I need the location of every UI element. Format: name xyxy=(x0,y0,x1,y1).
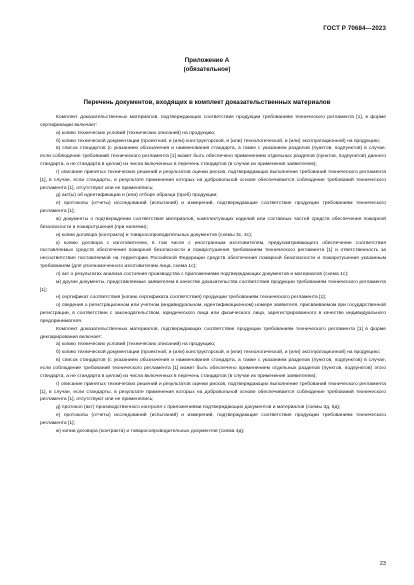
paragraph: н) сертификат соответствия (копию сертификата соответствия) продукции требованиям технического регламента [1]; xyxy=(56,295,327,301)
paragraph: к) копию договора с изготовителем, в том числе с иностранным изготовителем, предусматривающего обеспечение соответствия поставляемых средств обеспечения пожарной безопасности и пожаротушения требованиям технического регламента [1] и ответственность за несоответствие поставляемой на территорию Российской Федерации средств обеспечения пожарной безопасности и пожаротушения указанным требованиям (для уполномоченного изготовителем лица, схема 1с); xyxy=(40,240,386,270)
paragraph: и) копии договора (контракта) и товаросопроводительных документов (схемы 3с, 4с); xyxy=(56,232,253,238)
document-body xyxy=(40,114,386,436)
paragraph: е) протоколы (отчеты) исследований (испытаний) и измерений, подтверждающие соответствие продукции требованиям технического регламента [1]; xyxy=(40,201,386,215)
paragraph: ж) документы о подтверждении соответствия материалов, комплектующих изделий или составных частей средств обеспечения пожарной безопасности и пожаротушения (при наличии); xyxy=(40,216,386,230)
standard-code: ГОСТ Р 70684—2023 xyxy=(323,25,386,32)
appendix-heading xyxy=(0,56,414,74)
paragraph: о) сведения о регистрационном или учетном (индивидуальном, идентификационном) номере заявителя, присваиваемом при государственной регистрации, в соответствии с законодательством, юридического лица или физического лица, зарегистрированного в качестве индивидуального предпринимателя. xyxy=(40,303,386,324)
paragraph: в) список стандартов (с указанием обозначения и наименования стандарта, а также с указанием разделов (пунктов, подпунктов) в случае, если соблюдение требований технического регламента [1] может быть обеспечено применением отдельных разделов (пунктов, подпунктов) данного стандарта, а не стандарта в целом) из числа включенных в перечень стандартов (в случае их применения заявителем); xyxy=(40,146,386,168)
paragraph: Комплект доказательственных материалов, подтверждающих соответствие продукции требованиям технического регламента [1] в форме декларирования включает: xyxy=(40,326,386,340)
paragraph: л) акт о результатах анализа состояния производства с приложениями подтверждающих документов и материалов (схема 1с); xyxy=(56,271,349,277)
paragraph: а) копию технических условий (технических описаний) на продукцию; xyxy=(56,342,216,348)
paragraph: б) копию технической документации (проектной, и (или) конструкторской, и (или) технологической, и (или) эксплуатационной) на продукцию; xyxy=(56,138,381,144)
paragraph: а) копию технических условий (технических описаний) на продукцию; xyxy=(56,130,216,136)
paragraph: в) список стандартов (с указанием обозначения и наименования стандарта, а также с указанием разделов (пунктов, подпунктов) в случае, если соблюдение требований технического регламента [1] может быть обеспечено применением отдельных разделов (пунктов, подпунктов) этого стандарта, а не стандарта в целом) из числа включенных в перечень стандартов (в случае их применения заявителем); xyxy=(40,358,386,379)
paragraph: б) копию технической документации (проектной, и (или) конструкторской, и (или) технологической, и (или) эксплуатационной) на продукцию; xyxy=(56,350,381,356)
paragraph: Комплект доказательственных материалов, подтверждающих соответствие продукции требованиям технического регламента [1], в форме сертификации включает: xyxy=(40,115,386,128)
appendix-label: Приложение А xyxy=(184,57,230,64)
document-title: Перечень документов, входящих в комплект доказательственных материалов xyxy=(83,99,331,106)
paragraph: е) протоколы (отчеты) исследований (испытаний) и измерений, подтверждающие соответствие продукции требованиям технического регламента [1]; xyxy=(40,413,386,426)
page-number: 23 xyxy=(379,561,386,567)
paragraph: ж) копии договора (контракта) и товаросопроводительных документов (схема 4д); xyxy=(56,428,245,434)
paragraph: д) протокол (акт) производственного контроля с приложениями подтверждающих документов и материалов (схемы 3д, 6д); xyxy=(56,405,341,411)
paragraph: г) описание принятых технических решений и результатов оценки рисков, подтверждающих выполнение требований технического регламента [1], в случае, если стандарты, в результате применения которых на добровольной основе обеспечивается соблюдение требований технического регламента [1], отсутствуют или не применялись; xyxy=(40,169,386,191)
paragraph: д) акт(ы) об идентификации и (или) отборе образца (проб) продукции; xyxy=(56,193,218,199)
appendix-status: (обязательное) xyxy=(183,66,231,73)
paragraph: м) другие документы, представляемые заявителем в качестве доказательства соответствия продукции требованиям технического регламента [1]; xyxy=(40,279,386,293)
paragraph: г) описание принятых технических решений и результатов оценки рисков, подтверждающих выполнение требований технического регламента [1], в случае, если стандарты, в результате применения которых на добровольной основе обеспечивается соблюдение требований технического регламента [1], отсутствуют или не применялись; xyxy=(40,381,386,403)
